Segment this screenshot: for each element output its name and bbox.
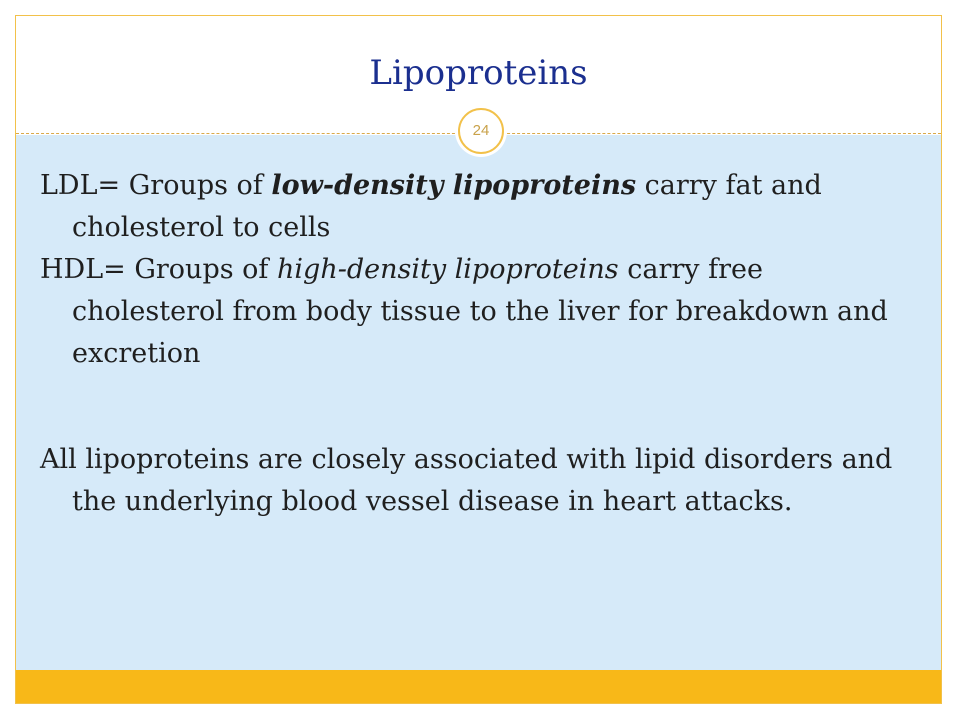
hdl-paragraph bbox=[40, 249, 920, 375]
hdl-tail: carry free cholesterol from body tissue to the liver for breakdown and excretion bbox=[72, 254, 888, 369]
slide-body bbox=[40, 165, 920, 523]
ldl-emphasis: low-density lipoproteins bbox=[271, 170, 637, 201]
hdl-emphasis: high-density lipoproteins bbox=[277, 254, 619, 285]
ldl-lead: LDL= Groups of bbox=[40, 170, 272, 201]
bottom-accent-band bbox=[16, 670, 941, 703]
slide-title: Lipoproteins bbox=[369, 53, 588, 93]
all-lipoproteins-text: All lipoproteins are closely associated with lipid disorders and the underlying blood vessel disease in heart attacks. bbox=[40, 444, 893, 517]
ldl-paragraph bbox=[40, 165, 920, 249]
all-lipoproteins-paragraph bbox=[40, 439, 920, 523]
ldl-tail: carry fat and cholesterol to cells bbox=[72, 170, 822, 243]
page-number-badge: 24 bbox=[458, 108, 504, 154]
hdl-lead: HDL= Groups of bbox=[40, 254, 278, 285]
